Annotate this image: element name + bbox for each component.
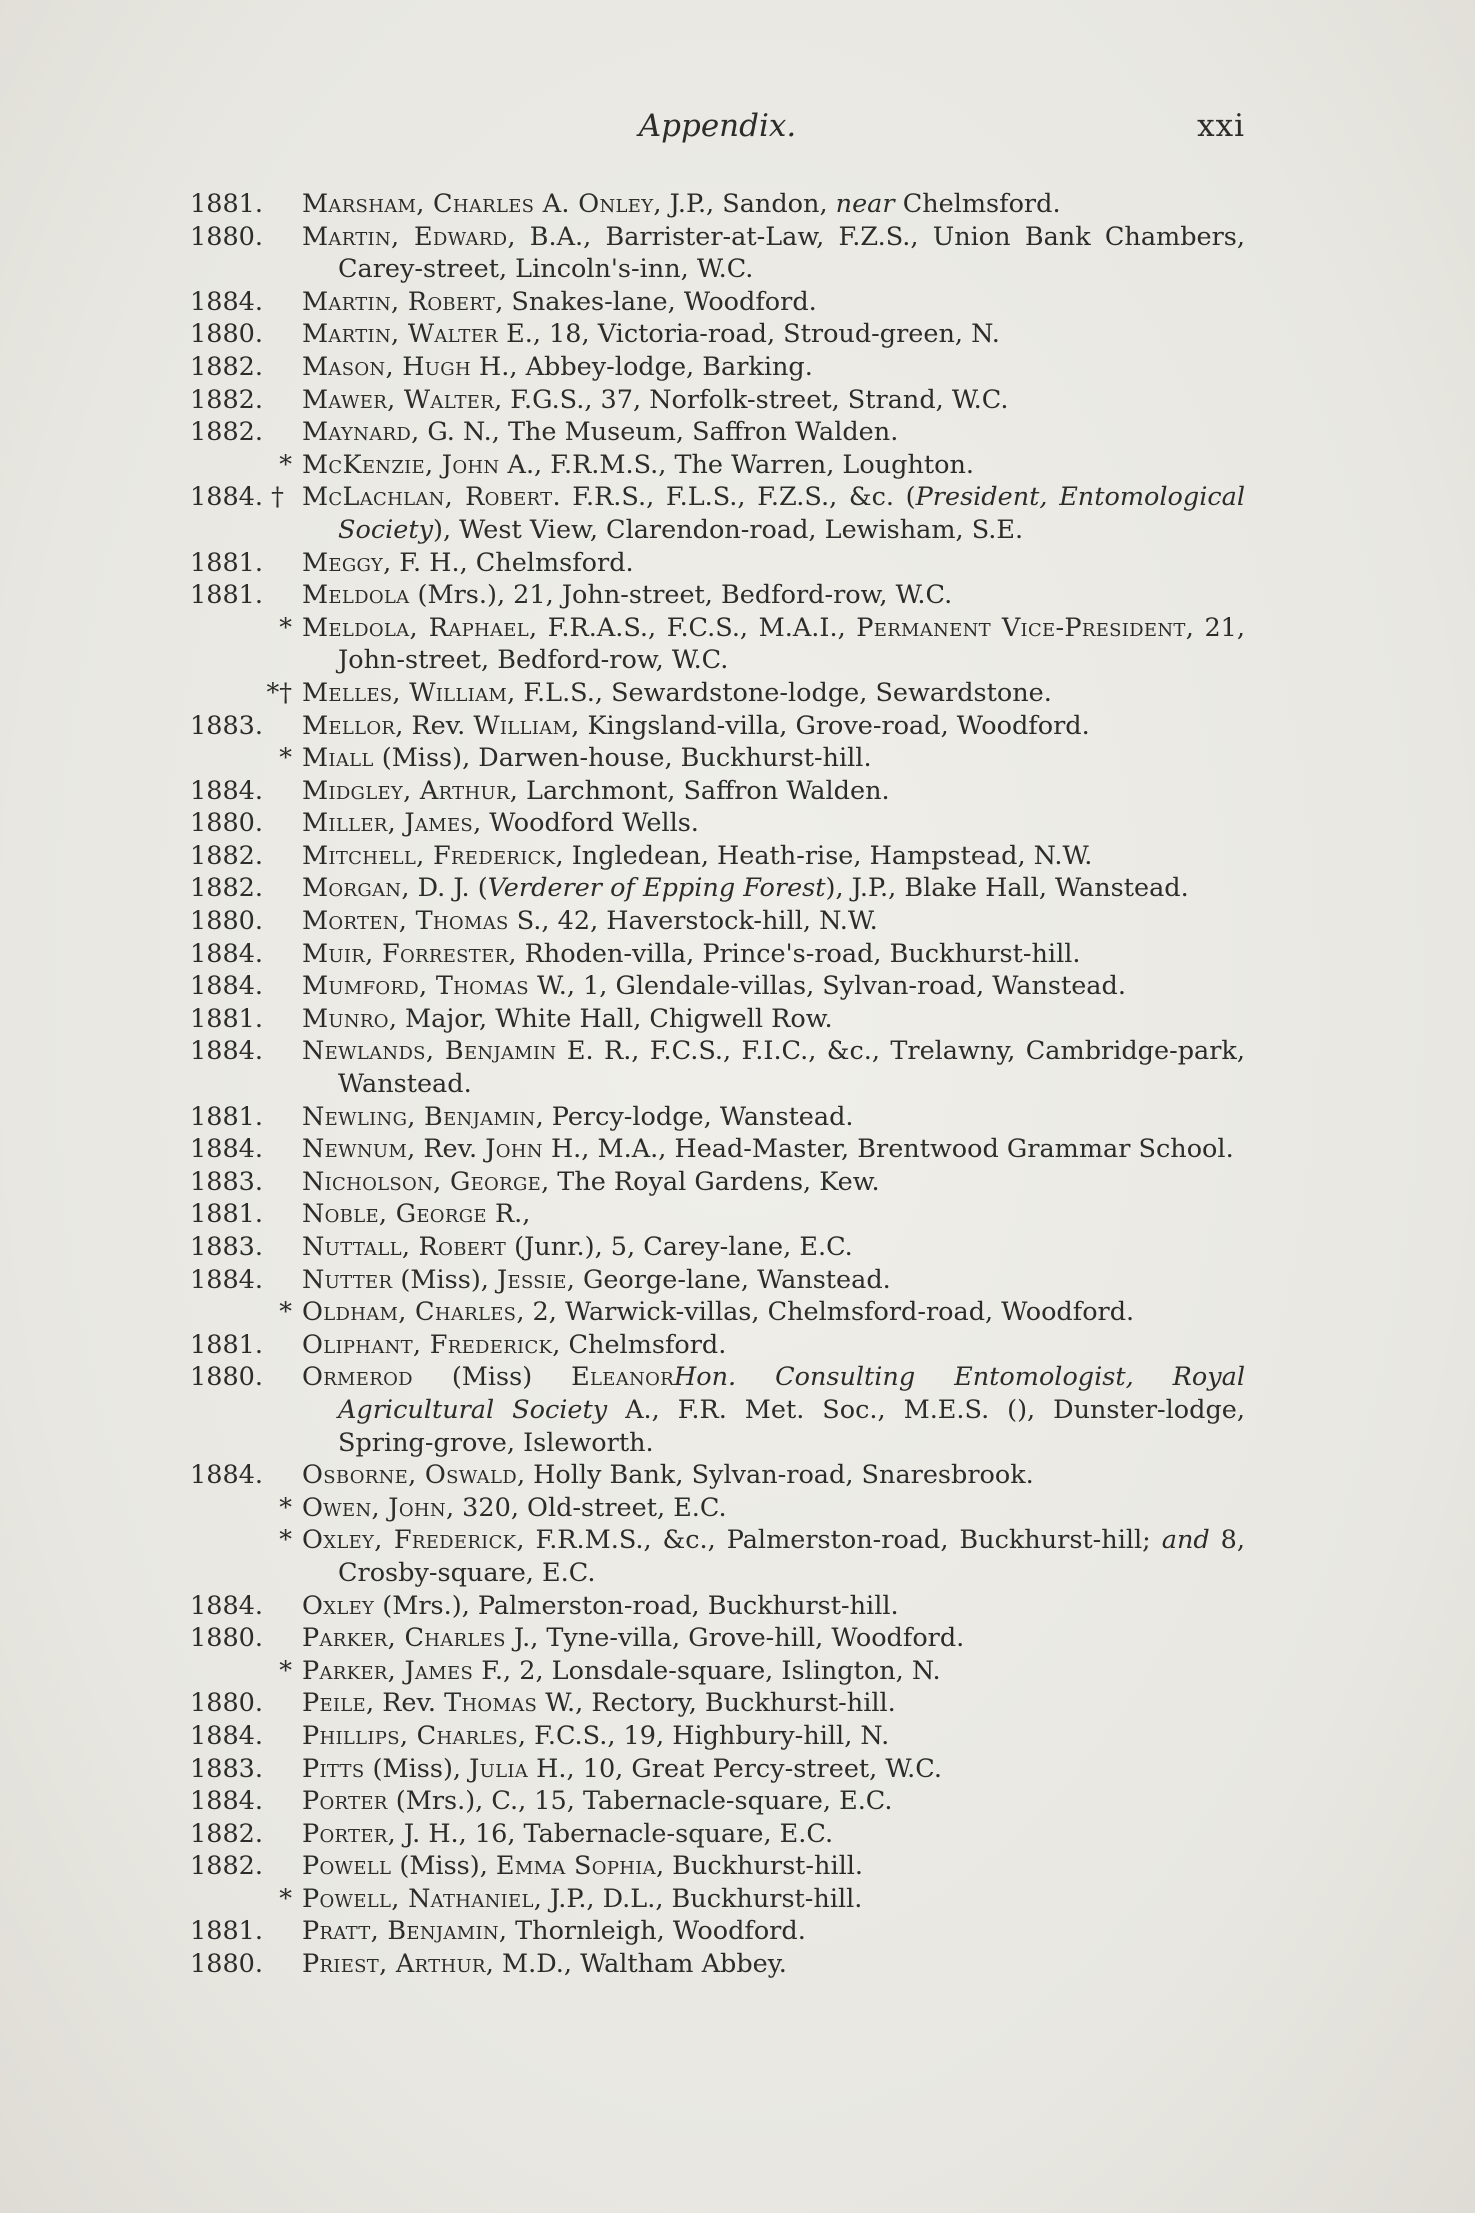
- entry-name: Nuttall, Robert: [302, 1232, 507, 1262]
- entry-name: Julia: [469, 1753, 529, 1784]
- entry-name: Martin, Robert: [302, 286, 496, 317]
- list-item: [190, 1101, 1245, 1134]
- list-item: [190, 1818, 1245, 1851]
- entry-text: [302, 807, 1245, 840]
- entry-detail: , Major, White Hall, Chigwell Row.: [388, 1003, 833, 1034]
- entry-text: [302, 1720, 1245, 1753]
- list-item: [190, 1850, 1245, 1883]
- entry-year: 1883.: [190, 1232, 264, 1262]
- entry-year: 1884.: [190, 938, 264, 969]
- entry-detail: (Miss), Darwen-house, Buckhurst-hill.: [373, 743, 872, 774]
- entry-year: 1884.: [190, 775, 264, 806]
- entry-detail: A., F.R.M.S., The Warren, Loughton.: [499, 449, 974, 480]
- entry-text: [302, 677, 1245, 710]
- entry-detail: , Thornleigh, Woodford.: [498, 1916, 806, 1947]
- entry-detail: , G. N., The Museum, Saffron Walden.: [411, 417, 899, 448]
- list-item: [190, 710, 1245, 743]
- entry-text: [302, 1133, 1245, 1166]
- list-item: [190, 1720, 1245, 1753]
- entry-detail: , Larchmont, Saffron Walden.: [509, 775, 890, 806]
- entry-year: 1882.: [190, 1851, 264, 1882]
- entry-year: 1882.: [190, 1818, 264, 1849]
- entry-year: 1882.: [190, 873, 264, 904]
- list-item: [190, 775, 1245, 808]
- entry-detail: , The Royal Gardens, Kew.: [541, 1166, 880, 1197]
- entry-detail: , F.C.S., 19, Highbury-hill, N.: [517, 1720, 890, 1751]
- entry-detail: E. R., F.C.S., F.I.C., &c., Trelawny, Cambridge-park, Wanstead.: [338, 1036, 1245, 1100]
- entry-text: [302, 318, 1245, 351]
- entry-detail: , Rev.: [395, 710, 474, 741]
- entry-name: Porter: [302, 1818, 388, 1849]
- list-item: [190, 286, 1245, 319]
- entry-detail: , J.P., Sandon,: [653, 189, 836, 219]
- entry-name: Mawer, Walter: [302, 384, 495, 415]
- entry-detail: H., M.A., Head-Master, Brentwood Grammar School.: [542, 1134, 1234, 1165]
- entry-year: 1884.: [190, 1264, 264, 1295]
- entry-name: Meldola: [302, 580, 410, 611]
- entry-year: 1880.: [190, 1949, 264, 1980]
- entry-name: Priest, Arthur: [302, 1949, 486, 1980]
- entry-name: Phillips, Charles: [302, 1720, 518, 1751]
- list-item: [190, 1459, 1245, 1492]
- list-item: [190, 351, 1245, 384]
- entry-italic-text: Hon. Consulting Entomologist, Royal Agricultural Society: [338, 1362, 1245, 1425]
- entry-text: [302, 1329, 1245, 1362]
- entry-detail: , 2, Warwick-villas, Chelmsford-road, Woodford.: [516, 1297, 1135, 1328]
- entry-name: John: [485, 1134, 543, 1165]
- entry-detail: ), West View, Clarendon-road, Lewisham, S.E.: [433, 514, 1024, 545]
- entry-detail: , 320, Old-street, E.C.: [445, 1492, 727, 1523]
- entry-name: Newling, Benjamin: [302, 1101, 536, 1132]
- list-item: [190, 1753, 1245, 1786]
- entry-detail: , 21, John-street, Bedford-row, W.C.: [338, 612, 1245, 676]
- entry-year: 1881.: [190, 580, 264, 611]
- entry-detail: Chelmsford.: [894, 189, 1061, 219]
- entry-detail: E., 18, Victoria-road, Stroud-green, N.: [498, 319, 1000, 350]
- list-item: [190, 1296, 1245, 1329]
- entry-text: [302, 416, 1245, 449]
- entry-detail: A., F.R. Met. Soc., M.E.S. (: [607, 1394, 1018, 1425]
- entry-year: 1884.: [190, 1590, 264, 1621]
- entry-detail: (Miss),: [392, 1264, 497, 1295]
- entry-detail: , Buckhurst-hill.: [655, 1851, 864, 1882]
- entry-detail: , F.R.A.S., F.C.S., M.A.I.,: [528, 612, 857, 643]
- entry-italic-text: President, Entomological Society: [338, 482, 1245, 545]
- list-item: [190, 840, 1245, 873]
- list-item: [190, 221, 1245, 286]
- list-item: [190, 1687, 1245, 1720]
- entry-text: [302, 1948, 1245, 1981]
- entry-detail: , Woodford Wells.: [473, 808, 699, 839]
- entry-year: 1882.: [190, 417, 264, 448]
- entry-text: [302, 1003, 1245, 1036]
- entry-name: Mason, Hugh: [302, 351, 471, 382]
- entry-detail: , F.L.S., Sewardstone-lodge, Sewardstone.: [507, 677, 1052, 708]
- entry-text: [302, 1524, 1245, 1589]
- entry-text: [302, 221, 1245, 286]
- entry-name: Mumford, Thomas: [302, 971, 529, 1002]
- list-item: [190, 807, 1245, 840]
- entry-name: Melles, William: [302, 677, 508, 708]
- entry-name: Noble, George: [302, 1199, 487, 1230]
- entry-detail: , J.P., D.L., Buckhurst-hill.: [533, 1883, 863, 1914]
- entry-year: 1884.: [190, 1720, 264, 1751]
- entry-year: 1883.: [190, 1166, 264, 1197]
- list-item: [190, 1883, 1245, 1916]
- entry-text: [302, 1231, 1245, 1264]
- list-item: [190, 1655, 1245, 1688]
- entry-name: Pratt, Benjamin: [302, 1916, 499, 1947]
- entry-name: Munro: [302, 1003, 389, 1034]
- entry-italic-text: and: [1161, 1525, 1210, 1556]
- entry-detail: , Holly Bank, Sylvan-road, Snaresbrook.: [516, 1460, 1034, 1491]
- entry-name: Muir, Forrester: [302, 938, 509, 969]
- entry-text: [302, 384, 1245, 417]
- entry-text: [302, 1198, 1245, 1231]
- list-item: [190, 1524, 1245, 1589]
- entry-year: *: [279, 743, 292, 774]
- entry-detail: , F.R.M.S., &c., Palmerston-road, Buckhurst-hill;: [516, 1525, 1162, 1556]
- list-item: [190, 872, 1245, 905]
- entry-text: [302, 775, 1245, 808]
- entry-name: Permanent Vice-President: [856, 612, 1186, 643]
- entry-detail: , D. J. (: [401, 873, 488, 904]
- entry-name: Parker, James: [302, 1655, 474, 1686]
- entry-year: 1883.: [190, 1753, 264, 1784]
- entry-name: Owen, John: [302, 1492, 446, 1523]
- entry-text: [302, 1492, 1245, 1525]
- entry-detail: , Snakes-lane, Woodford.: [495, 286, 817, 317]
- entry-name: Martin, Walter: [302, 319, 499, 350]
- entry-detail: , Rhoden-villa, Prince's-road, Buckhurst-hill.: [508, 938, 1081, 969]
- entry-detail: , F.G.S., 37, Norfolk-street, Strand, W.C.: [494, 384, 1009, 415]
- entry-text: [302, 905, 1245, 938]
- list-item: [190, 384, 1245, 417]
- list-item: [190, 677, 1245, 710]
- entry-detail: W., 1, Glendale-villas, Sylvan-road, Wanstead.: [528, 971, 1126, 1002]
- entry-text: [302, 1622, 1245, 1655]
- entry-detail: , Kingsland-villa, Grove-road, Woodford.: [571, 710, 1090, 741]
- list-item: [190, 481, 1245, 546]
- entry-year: 1881.: [190, 547, 264, 578]
- list-item: [190, 1329, 1245, 1362]
- list-item: [190, 1231, 1245, 1264]
- list-item: [190, 1133, 1245, 1166]
- entry-year: 1880.: [190, 1688, 264, 1719]
- entry-year: 1884. †: [190, 482, 284, 513]
- entry-detail: , Ingledean, Heath-rise, Hampstead, N.W.: [555, 840, 1093, 871]
- entry-name: McKenzie, John: [302, 449, 500, 480]
- list-item: [190, 1166, 1245, 1199]
- entry-year: *: [279, 1492, 292, 1523]
- entry-italic-text: Verderer of Epping Forest: [487, 873, 826, 904]
- entry-year: 1880.: [190, 808, 264, 839]
- entry-detail: , F. H., Chelmsford.: [383, 547, 634, 578]
- entry-name: Martin, Edward: [302, 221, 508, 252]
- entry-text: [302, 1035, 1245, 1100]
- entry-detail: S., 42, Haverstock-hill, N.W.: [508, 906, 878, 937]
- entry-text: [302, 547, 1245, 580]
- entry-year: *†: [266, 677, 292, 708]
- list-item: [190, 416, 1245, 449]
- entry-detail: (Mrs.), Palmerston-road, Buckhurst-hill.: [374, 1590, 899, 1621]
- list-item: [190, 1590, 1245, 1623]
- entry-detail: , George-lane, Wanstead.: [566, 1264, 891, 1295]
- entry-detail: , Chelmsford.: [552, 1329, 727, 1360]
- entry-name: Thomas: [444, 1688, 538, 1719]
- entry-name: Emma Sophia: [495, 1851, 656, 1882]
- entry-text: [302, 1883, 1245, 1916]
- running-head: Appendix.: [638, 108, 797, 144]
- entry-year: 1881.: [190, 1101, 264, 1132]
- entry-name: Nutter: [302, 1264, 393, 1295]
- list-item: [190, 742, 1245, 775]
- entry-text: [302, 188, 1245, 221]
- entry-detail: 8, Crosby-square, E.C.: [338, 1525, 1245, 1588]
- entry-text: [302, 1655, 1245, 1688]
- entry-detail: R.,: [486, 1199, 531, 1230]
- entry-detail: J., Tyne-villa, Grove-hill, Woodford.: [505, 1623, 965, 1654]
- entry-detail: (Miss),: [364, 1753, 470, 1784]
- entry-year: 1884.: [190, 286, 264, 317]
- list-item: [190, 318, 1245, 351]
- entry-year: 1884.: [190, 1134, 264, 1165]
- member-list: [190, 188, 1245, 1981]
- entry-name: Ormerod: [302, 1362, 413, 1393]
- entry-text: [302, 1166, 1245, 1199]
- entry-name: Powell, Nathaniel: [302, 1883, 534, 1914]
- entry-name: Eleanor: [571, 1362, 674, 1393]
- entry-year: *: [279, 612, 292, 643]
- list-item: [190, 1948, 1245, 1981]
- entry-detail: , Rev.: [407, 1134, 486, 1165]
- entry-detail: , Rev.: [366, 1688, 445, 1719]
- entry-year: 1881.: [190, 1329, 264, 1360]
- entry-italic-text: near: [835, 189, 895, 219]
- entry-year: 1880.: [190, 906, 264, 937]
- entry-year: 1882.: [190, 384, 264, 415]
- entry-text: [302, 1818, 1245, 1851]
- list-item: [190, 1622, 1245, 1655]
- entry-year: 1884.: [190, 1460, 264, 1491]
- entry-year: 1881.: [190, 1199, 264, 1230]
- entry-detail: W., Rectory, Buckhurst-hill.: [537, 1688, 896, 1719]
- entry-name: Newnum: [302, 1134, 408, 1165]
- entry-text: [302, 351, 1245, 384]
- entry-text: [302, 872, 1245, 905]
- entry-text: [302, 938, 1245, 971]
- entry-year: 1881.: [190, 1003, 264, 1034]
- entry-detail: F., 2, Lonsdale-square, Islington, N.: [473, 1655, 941, 1686]
- entry-detail: (Miss),: [391, 1851, 496, 1882]
- entry-name: Miall: [302, 743, 374, 774]
- entry-name: Meldola, Raphael: [302, 612, 529, 643]
- entry-detail: , B.A., Barrister-at-Law, F.Z.S., Union Bank Chambers, Carey-street, Lincoln's-inn, W.C.: [338, 221, 1246, 285]
- entry-year: *: [279, 1297, 292, 1328]
- entry-text: [302, 1361, 1245, 1459]
- list-item: [190, 1003, 1245, 1036]
- entry-name: Mitchell, Frederick: [302, 840, 556, 871]
- entry-name: Peile: [302, 1688, 367, 1719]
- entry-year: 1881.: [190, 189, 264, 219]
- entry-detail: ), Dunster-lodge, Spring-grove, Isleworth.: [338, 1394, 1245, 1458]
- entry-name: Marsham, Charles A. Onley: [302, 189, 654, 219]
- entry-year: 1884.: [190, 1036, 264, 1067]
- list-item: [190, 970, 1245, 1003]
- entry-year: *: [279, 1655, 292, 1686]
- entry-text: [302, 579, 1245, 612]
- entry-detail: , Percy-lodge, Wanstead.: [535, 1101, 854, 1132]
- entry-text: [302, 1296, 1245, 1329]
- entry-text: [302, 1459, 1245, 1492]
- entry-year: 1880.: [190, 1623, 264, 1654]
- entry-name: Morgan: [302, 873, 402, 904]
- entry-year: *: [279, 1883, 292, 1914]
- entry-name: McLachlan, Robert: [302, 482, 553, 513]
- entry-name: Parker, Charles: [302, 1623, 506, 1654]
- entry-name: Porter: [302, 1786, 388, 1817]
- list-item: [190, 938, 1245, 971]
- entry-year: 1884.: [190, 971, 264, 1002]
- entry-name: Nicholson, George: [302, 1166, 542, 1197]
- list-item: [190, 547, 1245, 580]
- list-item: [190, 1035, 1245, 1100]
- entry-year: *: [279, 449, 292, 480]
- entry-detail: (Miss): [412, 1362, 572, 1393]
- page-header: [190, 108, 1245, 158]
- entry-text: [302, 710, 1245, 743]
- entry-name: Newlands, Benjamin: [302, 1036, 557, 1067]
- entry-name: Maynard: [302, 417, 412, 448]
- list-item: [190, 1915, 1245, 1948]
- entry-text: [302, 449, 1245, 482]
- entry-detail: (Junr.), 5, Carey-lane, E.C.: [506, 1232, 853, 1262]
- list-item: [190, 905, 1245, 938]
- entry-name: Midgley, Arthur: [302, 775, 510, 806]
- entry-name: Mellor: [302, 710, 396, 741]
- list-item: [190, 612, 1245, 677]
- list-item: [190, 449, 1245, 482]
- entry-name: William: [473, 710, 572, 741]
- page-number: xxi: [1197, 108, 1245, 144]
- entry-text: [302, 1264, 1245, 1297]
- entry-detail: (Mrs.), C., 15, Tabernacle-square, E.C.: [387, 1786, 893, 1817]
- entry-year: *: [279, 1525, 292, 1556]
- entry-name: Oliphant, Frederick: [302, 1329, 553, 1360]
- entry-year: 1881.: [190, 1916, 264, 1947]
- entry-name: Powell: [302, 1851, 392, 1882]
- entry-text: [302, 1753, 1245, 1786]
- list-item: [190, 1361, 1245, 1459]
- entry-name: Oldham, Charles: [302, 1297, 517, 1328]
- entry-detail: (Mrs.), 21, John-street, Bedford-row, W.C.: [409, 580, 953, 611]
- entry-text: [302, 1785, 1245, 1818]
- entry-detail: . F.R.S., F.L.S., F.Z.S., &c. (: [552, 482, 916, 513]
- entry-name: Oxley, Frederick: [302, 1525, 517, 1556]
- entry-year: 1882.: [190, 351, 264, 382]
- entry-year: 1880.: [190, 319, 264, 350]
- entry-text: [302, 742, 1245, 775]
- entry-text: [302, 1590, 1245, 1623]
- entry-detail: H., Abbey-lodge, Barking.: [470, 351, 813, 382]
- entry-year: 1883.: [190, 710, 264, 741]
- entry-name: Osborne, Oswald: [302, 1460, 517, 1491]
- entry-detail: , J. H., 16, Tabernacle-square, E.C.: [387, 1818, 834, 1849]
- entry-name: Pitts: [302, 1753, 365, 1784]
- list-item: [190, 188, 1245, 221]
- entry-detail: ), J.P., Blake Hall, Wanstead.: [825, 873, 1189, 904]
- list-item: [190, 1198, 1245, 1231]
- entry-text: [302, 970, 1245, 1003]
- list-item: [190, 579, 1245, 612]
- list-item: [190, 1492, 1245, 1525]
- entry-text: [302, 1915, 1245, 1948]
- entry-text: [302, 286, 1245, 319]
- entry-detail: H., 10, Great Percy-street, W.C.: [528, 1753, 942, 1784]
- entry-text: [302, 1687, 1245, 1720]
- entry-text: [302, 1101, 1245, 1134]
- list-item: [190, 1785, 1245, 1818]
- entry-year: 1880.: [190, 1362, 264, 1393]
- entry-text: [302, 1850, 1245, 1883]
- entry-year: 1882.: [190, 840, 264, 871]
- entry-year: 1884.: [190, 1786, 264, 1817]
- entry-name: Miller, James: [302, 808, 474, 839]
- entry-text: [302, 612, 1245, 677]
- entry-name: Meggy: [302, 547, 384, 578]
- entry-name: Oxley: [302, 1590, 375, 1621]
- entry-text: [302, 840, 1245, 873]
- list-item: [190, 1264, 1245, 1297]
- entry-name: Jessie: [496, 1264, 567, 1295]
- entry-text: [302, 481, 1245, 546]
- entry-detail: , M.D., Waltham Abbey.: [485, 1949, 787, 1980]
- entry-year: 1880.: [190, 221, 264, 252]
- entry-name: Morten, Thomas: [302, 906, 509, 937]
